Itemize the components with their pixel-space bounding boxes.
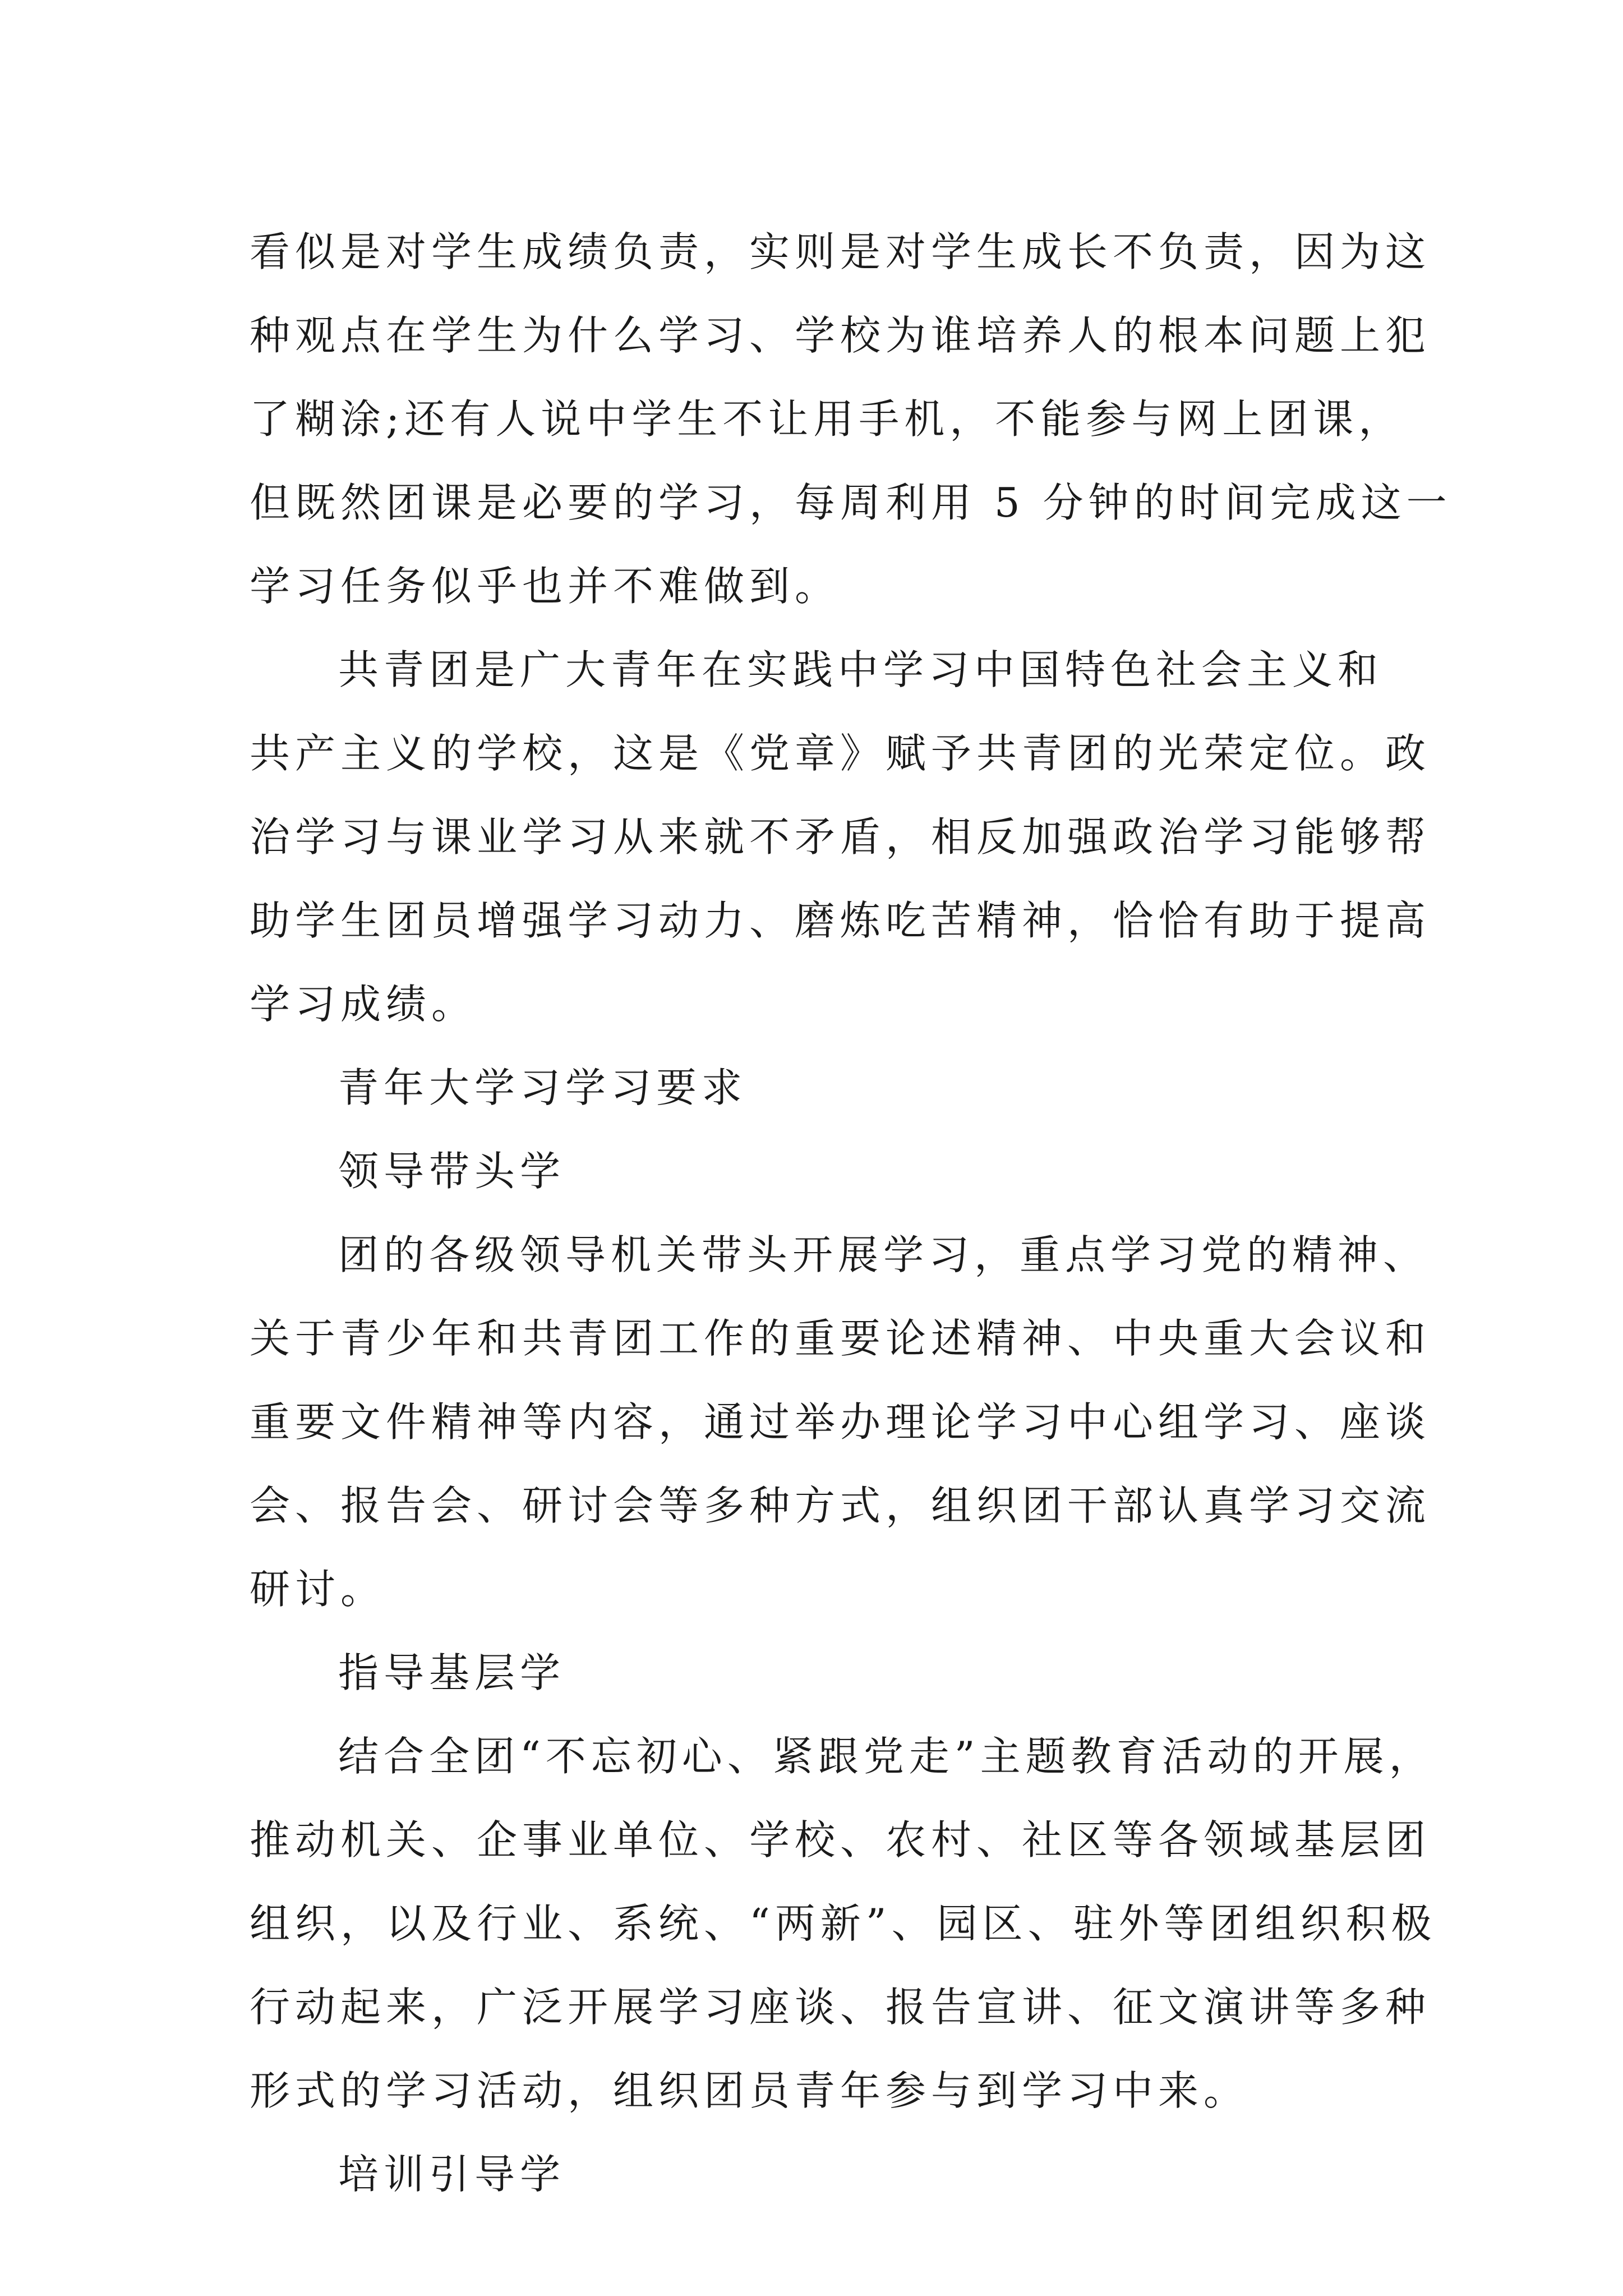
text-line-19: 结合全团“不忘初心、紧跟党走”主题教育活动的开展， — [338, 1733, 1435, 1780]
text-line-22: 行动起来，广泛开展学习座谈、报告宣讲、征文演讲等多种 — [250, 1984, 1431, 2031]
text-line-3: 了糊涂;还有人说中学生不让用手机，不能参与网上团课， — [250, 395, 1404, 443]
text-line-20: 推动机关、企事业单位、学校、农村、社区等各领域基层团 — [250, 1816, 1431, 1864]
text-line-17: 研讨。 — [250, 1566, 386, 1613]
text-line-6: 共青团是广大青年在实践中学习中国特色社会主义和 — [338, 646, 1384, 693]
text-line-13: 团的各级领导机关带头开展学习，重点学习党的精神、 — [338, 1231, 1429, 1278]
text-line-16: 会、报告会、研讨会等多种方式，组织团干部认真学习交流 — [250, 1482, 1431, 1529]
text-line-9: 助学生团员增强学习动力、磨炼吃苦精神，恰恰有助于提高 — [250, 897, 1431, 944]
text-line-2: 种观点在学生为什么学习、学校为谁培养人的根本问题上犯 — [250, 312, 1431, 359]
text-line-1: 看似是对学生成绩负责，实则是对学生成长不负责，因为这 — [250, 228, 1431, 275]
text-line-15: 重要文件精神等内容，通过举办理论学习中心组学习、座谈 — [250, 1398, 1431, 1446]
body-text — [250, 210, 1452, 2216]
text-line-7: 共产主义的学校，这是《党章》赋予共青团的光荣定位。政 — [250, 730, 1431, 777]
text-line-14: 关于青少年和共青团工作的重要论述精神、中央重大会议和 — [250, 1315, 1431, 1362]
section-heading-requirements: 青年大学习学习要求 — [338, 1064, 748, 1111]
subheading-guide-grassroots: 指导基层学 — [338, 1649, 566, 1696]
text-line-21: 组织，以及行业、系统、“两新”、园区、驻外等团组织积极 — [250, 1900, 1437, 1947]
subheading-leaders-learn: 领导带头学 — [338, 1148, 566, 1195]
text-line-8: 治学习与课业学习从来就不矛盾，相反加强政治学习能够帮 — [250, 813, 1431, 861]
subheading-training-guide: 培训引导学 — [338, 2151, 566, 2198]
text-line-5: 学习任务似乎也并不难做到。 — [250, 563, 841, 610]
text-line-4: 但既然团课是必要的学习，每周利用 5 分钟的时间完成这一 — [250, 479, 1452, 526]
text-line-10: 学习成绩。 — [250, 981, 477, 1028]
text-line-23: 形式的学习活动，组织团员青年参与到学习中来。 — [250, 2067, 1249, 2114]
